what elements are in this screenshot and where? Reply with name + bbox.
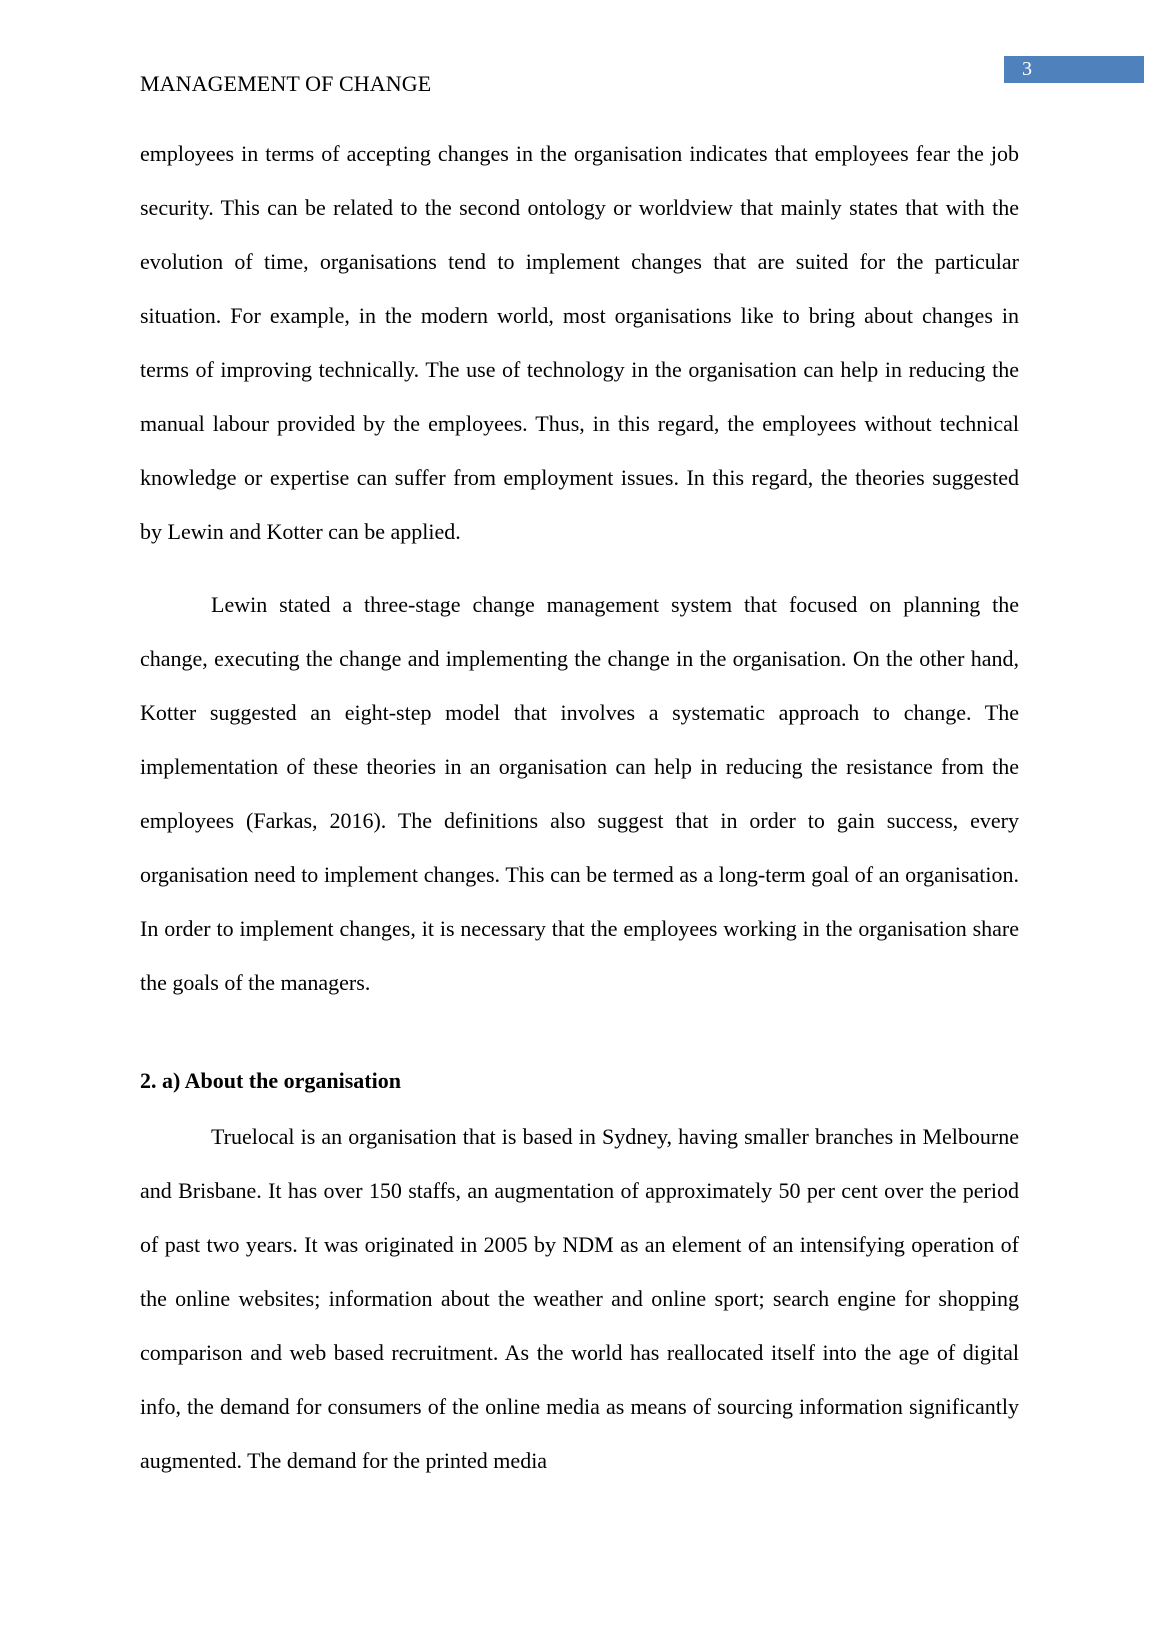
page-number-bar: [1004, 56, 1144, 83]
paragraph-text: employees in terms of accepting changes in the organisation indicates that employees fear the job security. This can be related to the second ontology or worldview that mainly states that with the evolution of time, organisations tend to implement changes that are suited for the particular situation. For example, in the modern world, most organisations like to bring about changes in terms of improving technically. The use of technology in the organisation can help in reducing the manual labour provided by the employees. Thus, in this regard, the employees without technical knowledge or expertise can suffer from employment issues. In this regard, the theories suggested by Lewin and Kotter can be applied.: [140, 141, 1019, 544]
paragraph-text: Lewin stated a three-stage change management system that focused on planning the change, executing the change and implementing the change in the organisation. On the other hand, Kotter suggested an eight-step model that involves a systematic approach to change. The implementation of these theories in an organisation can help in reducing the resistance from the employees (Farkas, 2016). The definitions also suggest that in order to gain success, every organisation need to implement changes. This can be termed as a long-term goal of an organisation. In order to implement changes, it is necessary that the employees working in the organisation share the goals of the managers.: [140, 592, 1019, 995]
body-paragraph-1: [140, 127, 1019, 559]
section-heading: 2. a) About the organisation: [140, 1068, 401, 1093]
body-paragraph-2: [140, 578, 1019, 1010]
running-head: MANAGEMENT OF CHANGE: [140, 71, 432, 96]
page-number: 3: [1022, 58, 1032, 80]
body-paragraph-3: [140, 1110, 1019, 1488]
paragraph-text: Truelocal is an organisation that is based in Sydney, having smaller branches in Melbourne and Brisbane. It has over 150 staffs, an augmentation of approximately 50 per cent over the period of past two years. It was originated in 2005 by NDM as an element of an intensifying operation of the online websites; information about the weather and online sport; search engine for shopping comparison and web based recruitment. As the world has reallocated itself into the age of digital info, the demand for consumers of the online media as means of sourcing information significantly augmented. The demand for the printed media: [140, 1124, 1019, 1473]
